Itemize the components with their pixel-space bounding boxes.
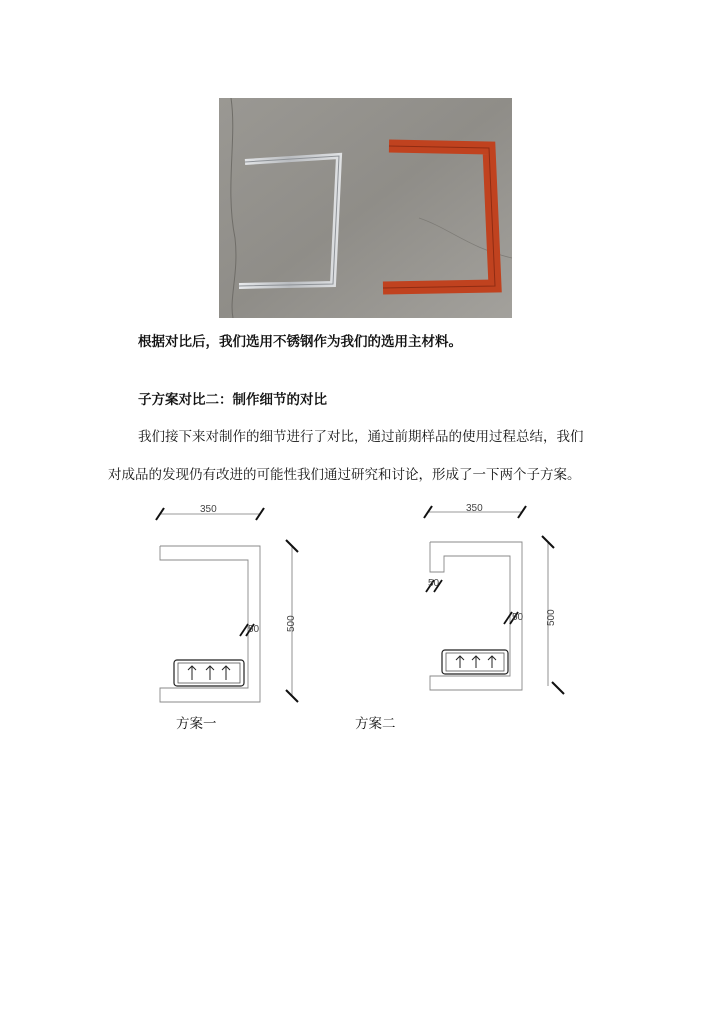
- plan2-drawing: [418, 500, 568, 700]
- plan1-width-label: 350: [200, 504, 217, 515]
- plan2-width-label: 350: [466, 503, 483, 514]
- body-line-2: 对成品的发现仍有改进的可能性我们通过研究和讨论，形成了一下两个子方案。: [108, 467, 581, 483]
- plan1-small-label: 50: [248, 624, 260, 635]
- conclusion-text: 根据对比后，我们选用不锈钢作为我们的选用主材料。: [138, 334, 462, 350]
- plan2-small-label: 50: [512, 612, 524, 623]
- plan2-caption: 方案二: [355, 716, 396, 732]
- body-line-1: 我们接下来对制作的细节进行了对比，通过前期样品的使用过程总结，我们: [138, 429, 584, 445]
- comparison-photo: [219, 98, 512, 318]
- plan1-caption: 方案一: [176, 716, 217, 732]
- photo-icon: [219, 98, 512, 318]
- plan2-lip-label: 50: [428, 578, 440, 589]
- plan1-height-label: 500: [286, 615, 297, 632]
- plan2-height-label: 500: [546, 609, 557, 626]
- section-heading: 子方案对比二：制作细节的对比: [138, 392, 327, 408]
- plan1-drawing: [150, 500, 310, 710]
